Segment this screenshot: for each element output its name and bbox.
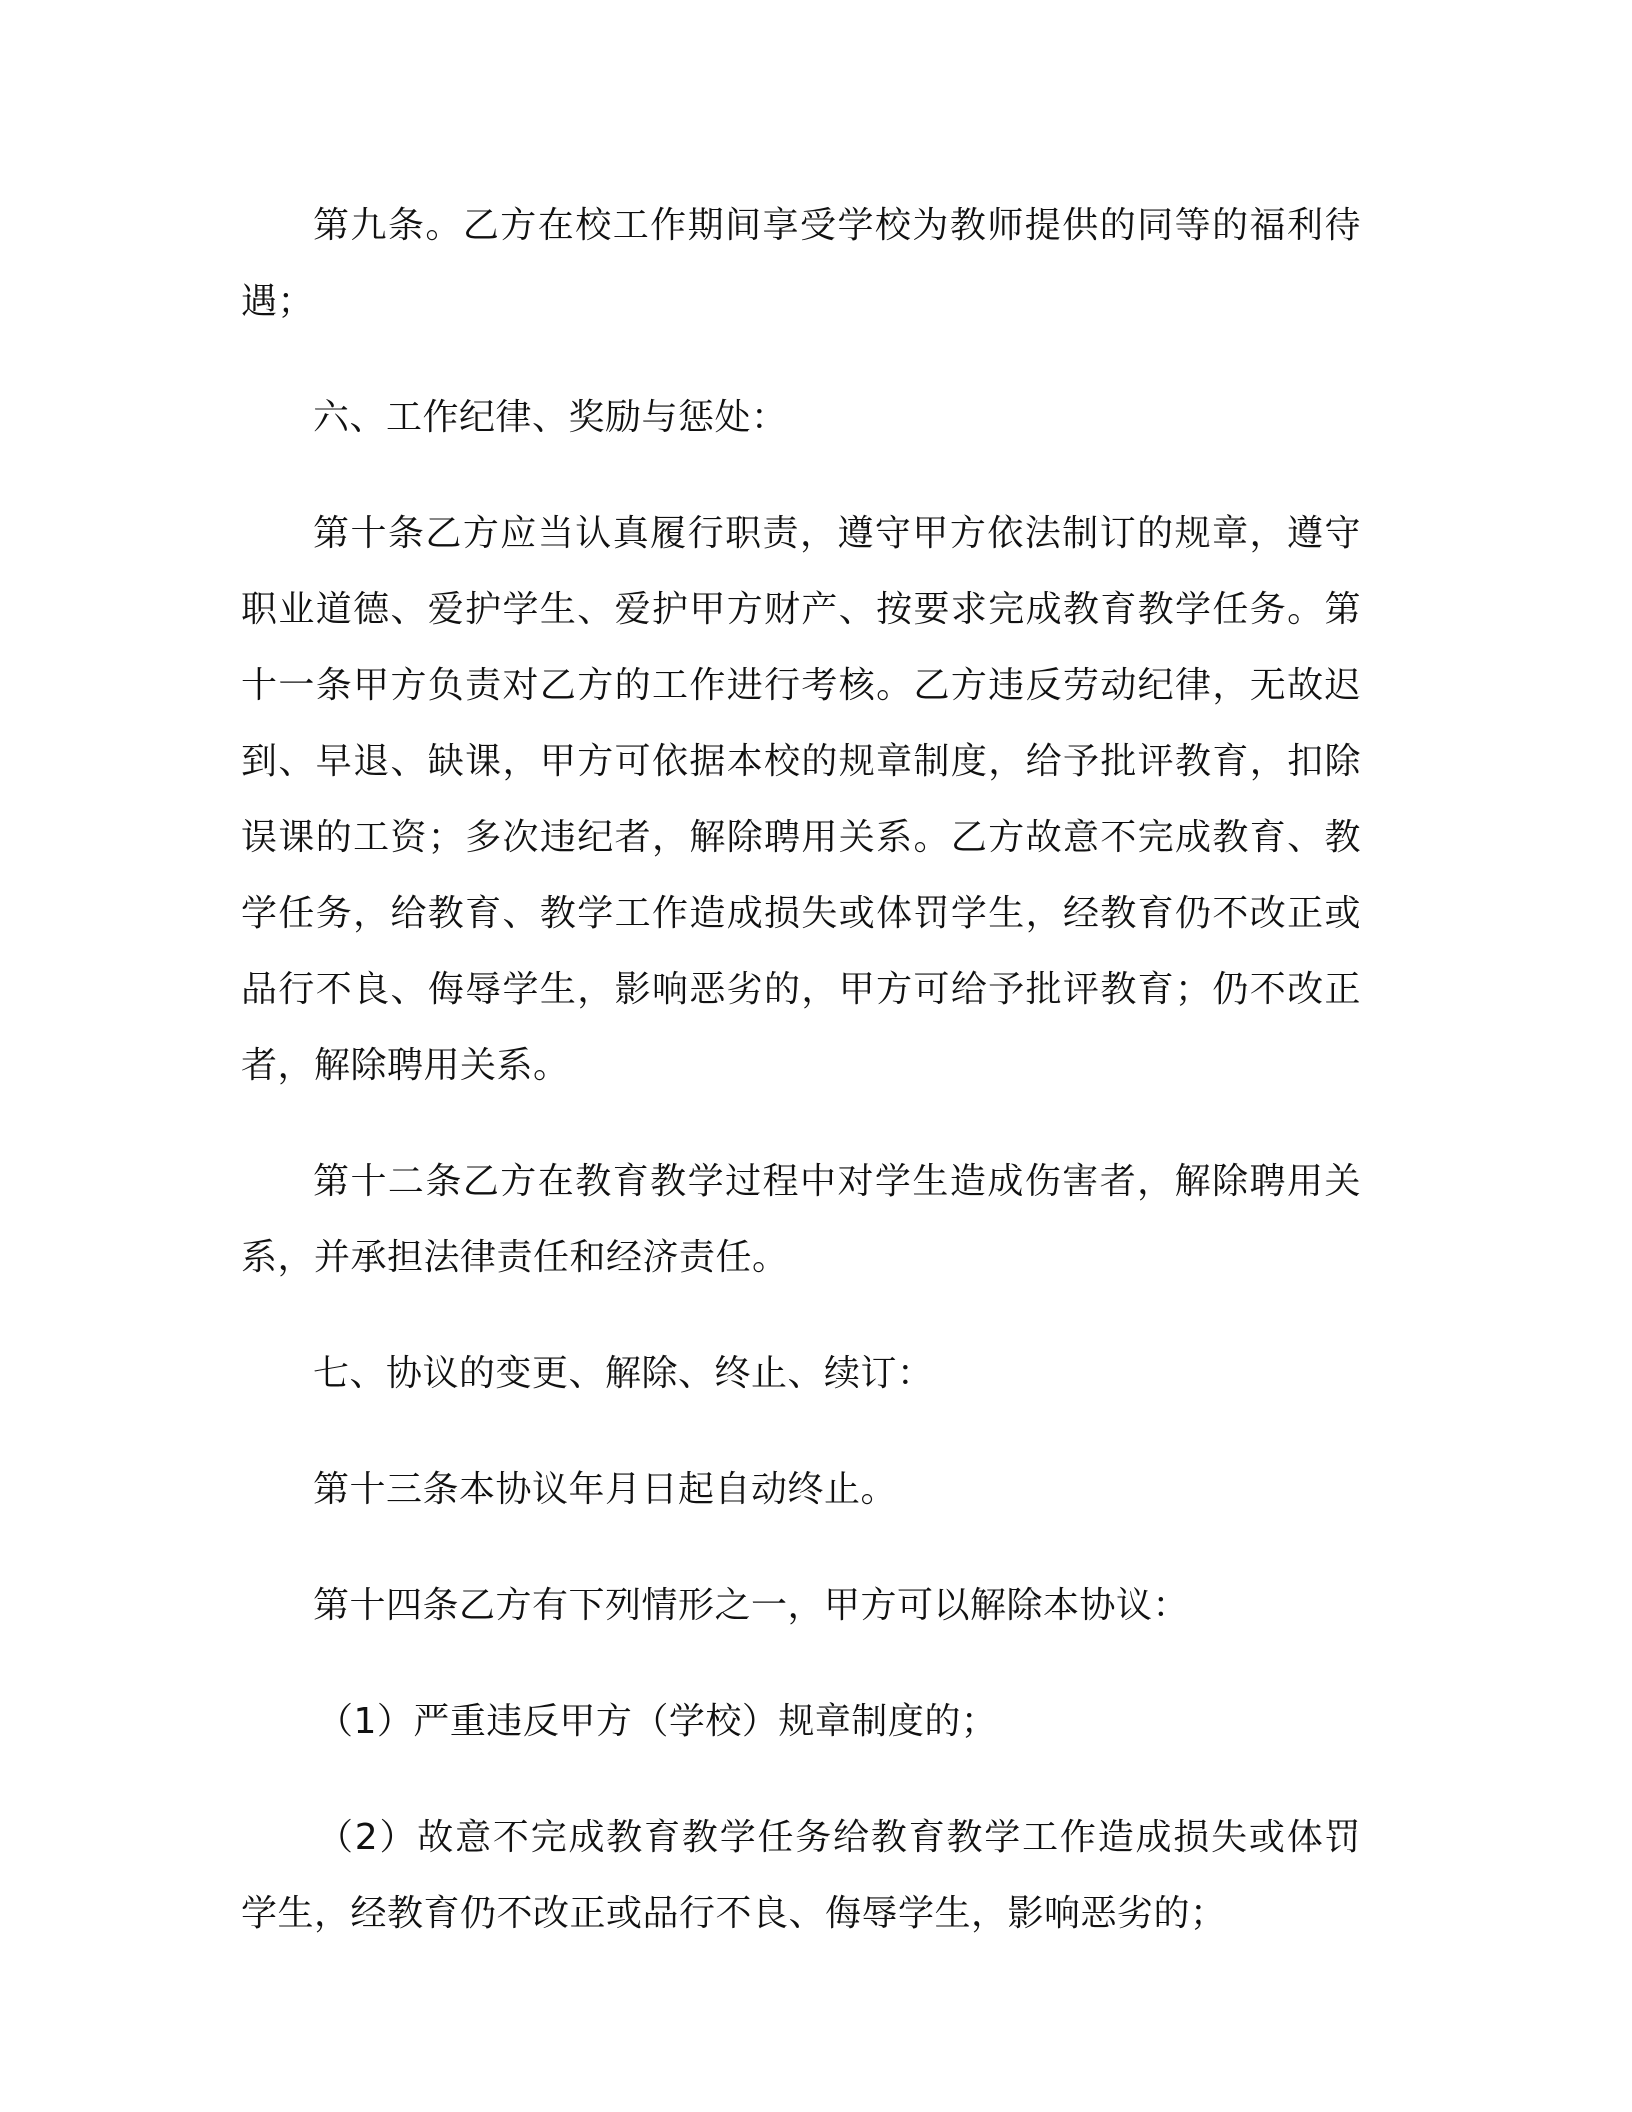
- article-10-11-paragraph: 第十条乙方应当认真履行职责，遵守甲方依法制订的规章，遵守职业道德、爱护学生、爱护甲方财产、按要求完成教育教学任务。第十一条甲方负责对乙方的工作进行考核。乙方违反劳动纪律，无故迟到、早退、缺课，甲方可依据本校的规章制度，给予批评教育，扣除误课的工资；多次违纪者，解除聘用关系。乙方故意不完成教育、教学任务，给教育、教学工作造成损失或体罚学生，经教育仍不改正或品行不良、侮辱学生，影响恶劣的，甲方可给予批评教育；仍不改正者，解除聘用关系。: [241, 513, 1361, 1086]
- document-body: [241, 188, 1361, 1952]
- article-9-paragraph: 第九条。乙方在校工作期间享受学校为教师提供的同等的福利待遇；: [241, 205, 1361, 322]
- article-13-paragraph: 第十三条本协议年月日起自动终止。: [313, 1469, 898, 1510]
- section-7-heading: 七、协议的变更、解除、终止、续订：: [313, 1353, 934, 1394]
- section-6-heading: 六、工作纪律、奖励与惩处：: [313, 397, 788, 438]
- article-12-paragraph: 第十二条乙方在教育教学过程中对学生造成伤害者，解除聘用关系，并承担法律责任和经济责任。: [241, 1161, 1361, 1278]
- article-14-paragraph: 第十四条乙方有下列情形之一，甲方可以解除本协议：: [313, 1585, 1190, 1626]
- list-item-1: （1）严重违反甲方（学校）规章制度的；: [317, 1701, 998, 1742]
- list-item-2: （2）故意不完成教育教学任务给教育教学工作造成损失或体罚学生，经教育仍不改正或品行不良、侮辱学生，影响恶劣的；: [241, 1817, 1361, 1934]
